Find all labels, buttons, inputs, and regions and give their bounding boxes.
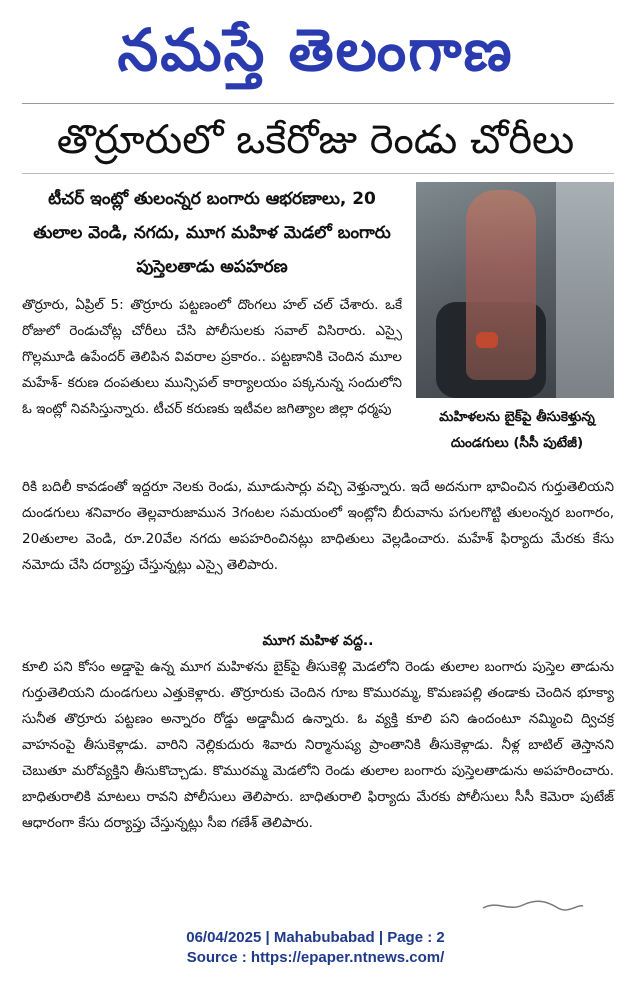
photo-figure: [466, 190, 536, 380]
page-footer: [8, 928, 623, 968]
article-paragraph-2: కూలి పని కోసం అడ్డాపై ఉన్న మూగ మహిళను బైక్‌పై తీసుకెళ్లి మెడలోని రెండు తులాల బంగారు పుస్తెల తాడును గుర్తుతెలియని దుండగులు ఎత్తుకెళ్లారు. తొర్రూరుకు చెందిన గూబ కొమురమ్మ, కొమణపల్లి తండాకు చెందిన భూక్యా సునీత తొర్రూరు పట్టణం అన్నారం రోడ్డు అడ్డామీద ఉన్నారు. ఓ వ్యక్తి కూలి పని ఉందంటూ నమ్మించి ద్విచక్ర వాహనంపై తీసుకెళ్లాడు. వారిని నెల్లికుదురు శివారు నిర్మానుష్య ప్రాంతానికి తీసుకెళ్లాడు. నీళ్ల బాటిల్ తెస్తానని చెబుతూ మరోవ్యక్తిని తీసుకొచ్చాడు. కొమురమ్మ మెడలోని రెండు తులాల బంగారు పుస్తెలతాడును అపహరించారు. బాధితురాలికి మాటలు రావని పోలీసులు తెలిపారు. బాధితురాలి ఫిర్యాదు మేరకు పోలీసులు సీసీ కెమెరా పుటేజ్ ఆధారంగా కేసు దర్యాప్తు చేస్తున్నట్లు సీఐ గణేశ్ తెలిపారు.: [22, 659, 614, 831]
article-headline: తొర్రూరులో ఒకేరోజు రెండు చోరీలు: [56, 117, 575, 163]
footer-date-edition: 06/04/2025 | Mahabubabad | Page : 2: [186, 929, 445, 946]
epaper-page: [8, 0, 623, 989]
photo-tail-light: [476, 332, 498, 348]
divider: [22, 103, 614, 104]
photo-caption: మహిళలను బైక్‌పై తీసుకెళ్తున్న దుండగులు (సీసీ పుటేజీ): [439, 409, 595, 451]
article-paragraph-1-continued: రికి బదిలీ కావడంతో ఇద్దరూ నెలకు రెండు, మూడుసార్లు వచ్చి వెళ్తున్నారు. ఇదే అదనుగా భావించిన గుర్తుతెలియని దుండగులు శనివారం తెల్లవారుజామున 3గంటల సమయంలో ఇంట్లోని బీరువాను పగులగొట్టి తులంన్నర బంగారం, 20తులాల వెండి, రూ.20వేల నగదు అపహరించినట్లు బాధితులు వెల్లడించారు. మహేశ్ ఫిర్యాదు మేరకు కేసు నమోదు చేసి దర్యాప్తు చేస్తున్నట్లు ఎస్సై తెలిపారు.: [22, 479, 614, 573]
signature-mark: [478, 896, 588, 916]
footer-source-link[interactable]: Source : https://epaper.ntnews.com/: [186, 949, 445, 966]
article-paragraph-1: తొర్రూరు, ఏప్రిల్ 5: తొర్రూరు పట్టణంలో దొంగలు హల్ చల్ చేశారు. ఒకే రోజులో రెండుచోట్ల చోరీలు చేసి పోలీసులకు సవాల్ విసిరారు. ఎస్సై గొల్లమూడి ఉపేందర్ తెలిపిన వివరాల ప్రకారం.. పట్టణానికి చెందిన మూల మహేశ్- కరుణ దంపతులు మున్సిపల్ కార్యాలయం పక్కనున్న సందులోని ఓ ఇంట్లో నివసిస్తున్నారు. టీచర్ కరుణకు ఇటీవల జగిత్యాల జిల్లా ధర్మపు: [22, 297, 402, 417]
article-subheadline: టీచర్ ఇంట్లో తులంన్నర బంగారు ఆభరణాలు, 20 తులాల వెండి, నగదు, మూగ మహిళ మెడలో బంగారు పుస్తెలతాడు అపహరణ: [33, 189, 391, 277]
newspaper-logo: నమస్తే తెలంగాణ: [117, 16, 514, 84]
article-section-heading: మూగ మహిళ వద్ద..: [262, 633, 374, 649]
divider: [22, 173, 614, 174]
photo-background: [556, 182, 614, 398]
cctv-photo: [416, 182, 614, 398]
masthead: [8, 6, 623, 96]
